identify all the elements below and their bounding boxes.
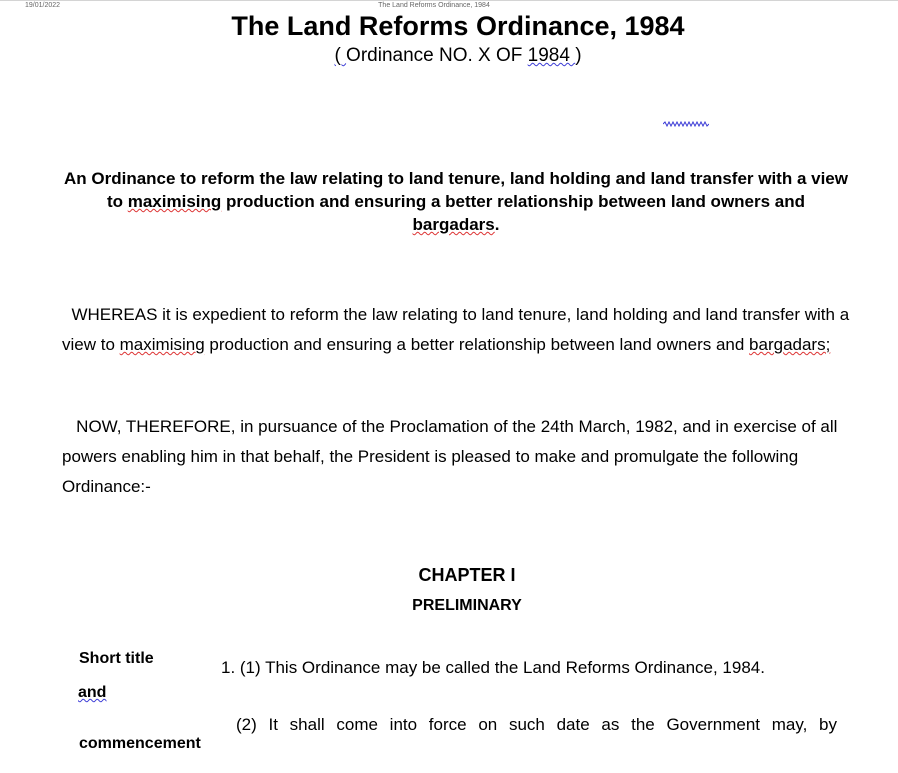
whereas-word-maximising: maximising bbox=[119, 335, 205, 354]
subtitle-close-paren: ) bbox=[575, 45, 582, 66]
page-top-border bbox=[0, 0, 898, 1]
subtitle-ordinance-number: Ordinance NO. X OF bbox=[346, 45, 528, 66]
chapter-subheading: PRELIMINARY bbox=[412, 597, 522, 614]
whereas-paragraph bbox=[62, 300, 852, 360]
margin-note-commencement: commencement bbox=[79, 735, 201, 752]
margin-note-and: and bbox=[78, 684, 107, 701]
subtitle-open-paren: ( bbox=[334, 45, 347, 66]
now-therefore-text: NOW, THEREFORE, in pursuance of the Proclamation of the 24th March, 1982, and in exercise of all powers enabling him in that behalf, the President is pleased to make and promulgate the following Ordinance:- bbox=[62, 417, 838, 496]
now-therefore-paragraph bbox=[62, 412, 852, 502]
section-1-clause-2: (2) It shall come into force on such date as the Government may, by bbox=[236, 715, 837, 734]
chapter-heading: CHAPTER I bbox=[418, 565, 516, 585]
long-title-preamble bbox=[62, 167, 850, 236]
whereas-word-bargadars: bargadars; bbox=[749, 335, 831, 354]
preamble-text-b: production and ensuring a better relationship between land owners and bbox=[221, 192, 806, 211]
margin-note-short-title: Short title bbox=[79, 650, 154, 667]
print-date: 19/01/2022 bbox=[25, 2, 61, 9]
preamble-text-a: An Ordinance to reform the law relating to land tenure, land holding and land transfer with a view to bbox=[64, 169, 848, 211]
whereas-text-a: WHEREAS it is expedient to reform the law relating to land tenure, land holding and land transfer with a view to bbox=[62, 305, 850, 354]
running-header-title: The Land Reforms Ordinance, 1984 bbox=[378, 2, 490, 9]
whereas-text-b: production and ensuring a better relationship between land owners and bbox=[204, 335, 750, 354]
document-title: The Land Reforms Ordinance, 1984 bbox=[231, 11, 685, 41]
section-1-clause-1: 1. (1) This Ordinance may be called the Land Reforms Ordinance, 1984. bbox=[221, 658, 765, 677]
preamble-word-bargadars: bargadars bbox=[412, 215, 495, 234]
subtitle-year: 1984 bbox=[527, 45, 576, 66]
preamble-word-maximising: maximising bbox=[127, 192, 222, 211]
document-subtitle bbox=[0, 45, 898, 67]
preamble-text-c: . bbox=[494, 215, 500, 234]
spellcheck-squiggle-icon bbox=[663, 121, 709, 127]
